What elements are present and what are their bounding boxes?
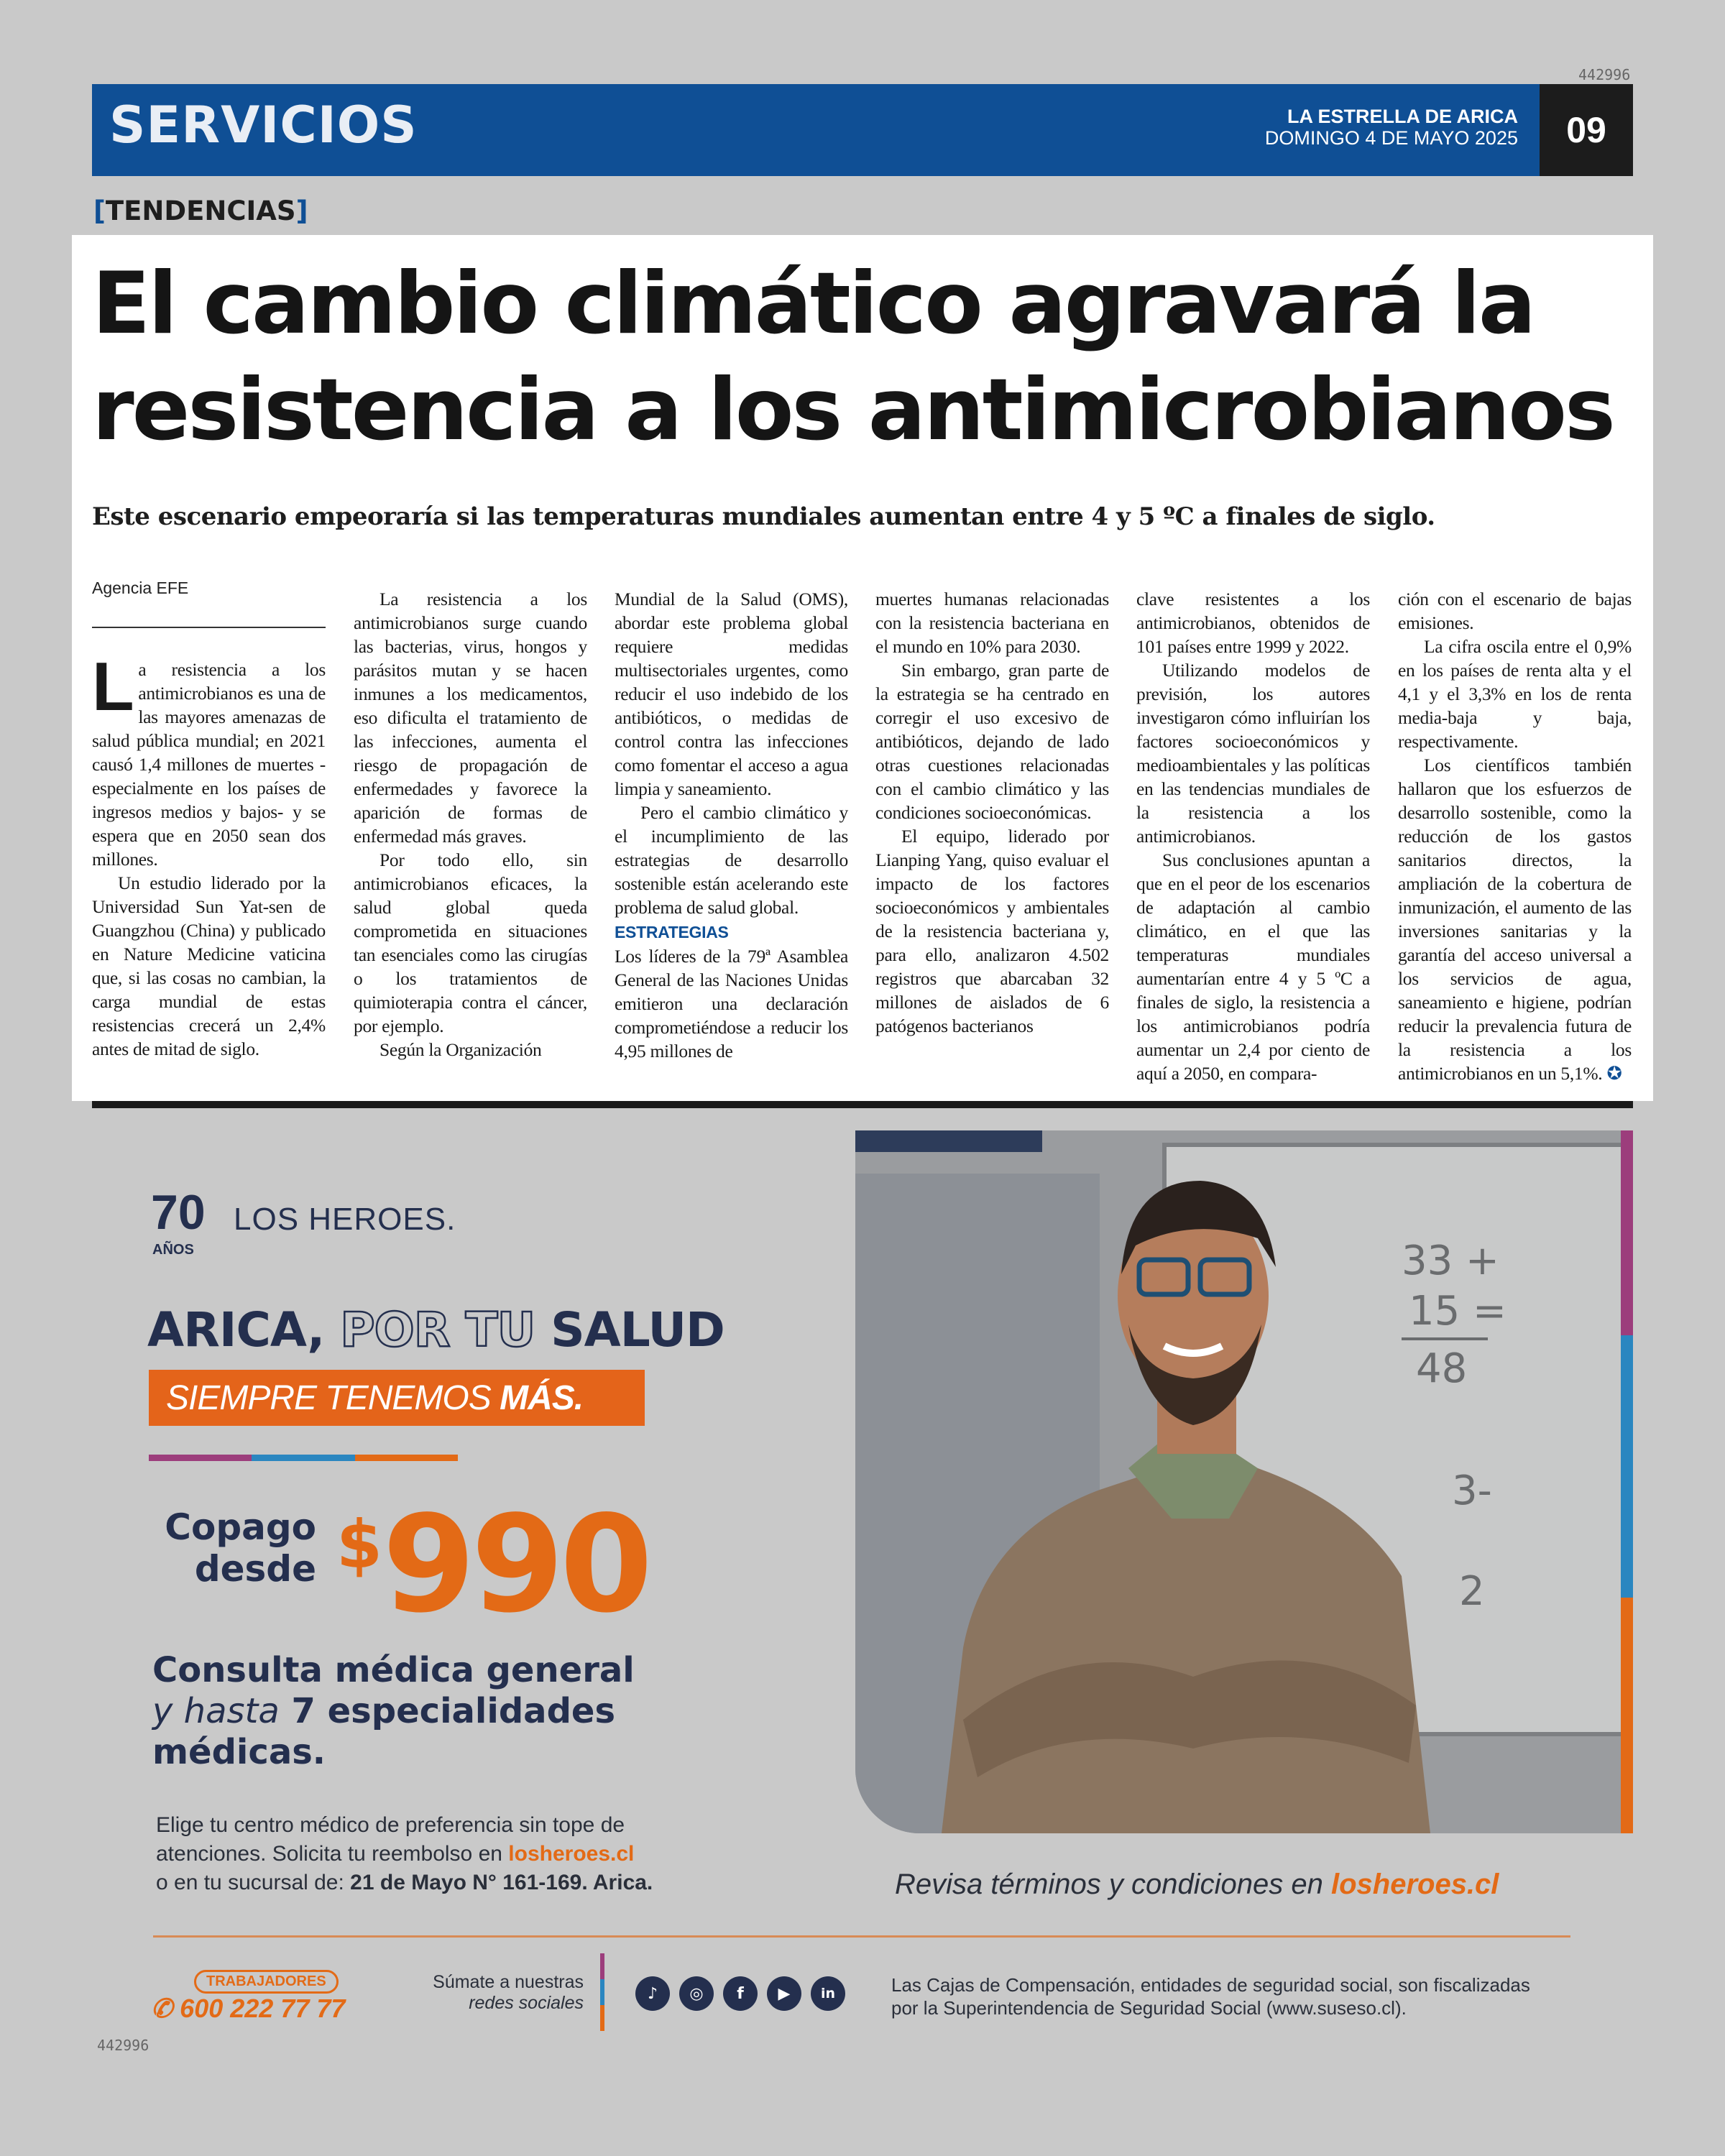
redes-line-1: Súmate a nuestras xyxy=(433,1972,584,1992)
article-deck: Este escenario empeoraría si las temperaturas mundiales aumentan entre 4 y 5 ºC a finales de siglo. xyxy=(92,502,1435,531)
subheading: ESTRATEGIAS xyxy=(615,923,729,941)
end-mark-icon: ✪ xyxy=(1606,1063,1622,1084)
slogan-emphasis: MÁS. xyxy=(500,1378,584,1417)
drop-cap: L xyxy=(92,648,134,725)
article xyxy=(72,235,1653,1101)
headline-line-1: El cambio climático agravará la xyxy=(92,254,1535,354)
paragraph: Sus conclusiones apuntan a que en el peor de los escenarios de adaptación al cambio climático, en el que las temperaturas mundiales aumentarían entre 4 y 5 ºC a finales de siglo, la resistencia a los antimicrobianos podría aumentar un 2,4 por ciento de aquí a 2050, en compara- xyxy=(1136,849,1370,1084)
svg-text:48: 48 xyxy=(1416,1345,1468,1392)
price-currency: $ xyxy=(336,1506,383,1583)
paragraph: muertes humanas relacionadas con la resistencia bacteriana en el mundo en 10% para 2030. xyxy=(875,589,1109,657)
svg-text:3-: 3- xyxy=(1452,1468,1492,1514)
terms-link[interactable]: losheroes.cl xyxy=(1330,1869,1499,1900)
fisc-line-1: Las Cajas de Compensación, entidades de seguridad social, son fiscalizadas xyxy=(891,1974,1530,1996)
svg-text:15 =: 15 = xyxy=(1409,1288,1506,1335)
ad-photo xyxy=(855,1130,1632,1833)
social-separator xyxy=(600,1953,604,2031)
paragraph: La resistencia a los antimicrobianos surge cuando las bacterias, virus, hongos y parásitos mutan y se hacen inmunes a los medicamentos, eso dificulta el tratamiento de las infecciones, aumenta el riesgo de propagación de enfermedades y favorece la aparición de formas de enfermedad más graves. xyxy=(354,589,587,847)
copago-label xyxy=(155,1506,316,1590)
phone-icon: ✆ xyxy=(151,1994,180,2023)
paragraph: Los científicos también hallaron que los esfuerzos de desarrollo sostenible, como la reducción de los gastos sanitarios directos, la ampliación de la cobertura de inmunización, el aumento de las inversiones sanitarias y la garantía del acceso universal a los servicios de agua, saneamiento e higiene, podrían reducir la prevalencia futura de la resistencia a los antimicrobianos en un 5,1%. xyxy=(1398,755,1632,1084)
desc-line-1: Consulta médica general xyxy=(152,1650,635,1690)
article-column-3 xyxy=(615,587,848,1063)
workers-badge: TRABAJADORES xyxy=(194,1970,339,1994)
brand-logo-mark xyxy=(151,1184,206,1240)
paragraph: El equipo, liderado por Lianping Yang, quiso evaluar el impacto de los factores socioeconómicos y ambientales de la resistencia bacteriana y, para ello, analizaron 4.502 registros que abarcaban 32 millones de aislados de 6 patógenos bacterianos xyxy=(875,826,1109,1036)
facebook-icon[interactable]: f xyxy=(723,1976,758,2011)
redes-line-2: redes sociales xyxy=(469,1993,584,2013)
article-headline xyxy=(92,251,1659,464)
article-bottom-rule xyxy=(92,1101,1633,1108)
price-value: 990 xyxy=(382,1486,649,1642)
desc-line-2b: 7 especialidades xyxy=(291,1691,616,1731)
paragraph: Los líderes de la 79ª Asamblea General de las Naciones Unidas emitieron una declaración comprometiéndose a reducir los 4,95 millones de xyxy=(615,946,848,1061)
ad-fine-print xyxy=(156,1811,653,1897)
logo-years: AÑOS xyxy=(152,1242,194,1258)
paper-info xyxy=(1265,106,1518,149)
tiktok-icon[interactable]: ♪ xyxy=(635,1976,670,2011)
headline-outline: POR TU xyxy=(340,1302,535,1358)
article-column-5 xyxy=(1136,587,1370,1085)
copago-line-2: desde xyxy=(194,1548,316,1590)
ad-color-bars xyxy=(149,1455,458,1461)
phone-number[interactable] xyxy=(151,1994,345,2024)
small-line-3: o en tu sucursal de: xyxy=(156,1871,344,1894)
ad-divider xyxy=(153,1935,1570,1938)
instagram-icon[interactable]: ◎ xyxy=(679,1976,714,2011)
social-invite xyxy=(402,1972,584,2014)
article-column-2 xyxy=(354,587,587,1061)
brand-name: LOS HEROES. xyxy=(234,1202,456,1237)
paragraph: La cifra oscila entre el 0,9% en los países de renta alta y el 4,1 y el 3,3% en los de renta media-baja y baja, respectivamente. xyxy=(1398,636,1632,752)
paragraph: Un estudio liderado por la Universidad Sun Yat-sen de Guangzhou (China) y publicado en Nature Medicine vaticina que, si las cosas no cambian, la carga mundial de estas resistencias crecerá un 2,4% antes de mitad de siglo. xyxy=(92,872,326,1059)
phone-text: 600 222 77 77 xyxy=(180,1994,346,2023)
paragraph: Sin embargo, gran parte de la estrategia se ha centrado en corregir el uso excesivo de antibióticos, dejando de lado otras cuestiones relacionadas con el cambio climático y las condiciones socioeconómicas. xyxy=(875,660,1109,823)
byline-rule xyxy=(92,627,326,628)
section-title: SERVICIOS xyxy=(109,96,418,155)
regulatory-note xyxy=(891,1973,1530,2019)
slogan-text: SIEMPRE TENEMOS xyxy=(166,1378,491,1417)
headline-line-2: resistencia a los antimicrobianos xyxy=(92,361,1614,460)
ad-description xyxy=(152,1650,635,1773)
website-link[interactable]: losheroes.cl xyxy=(508,1842,635,1866)
paragraph: clave resistentes a los antimicrobianos, obtenidos de 101 países entre 1999 y 2022. xyxy=(1136,589,1370,657)
linkedin-icon[interactable]: in xyxy=(811,1976,845,2011)
ad-terms xyxy=(895,1869,1499,1901)
headline-city: ARICA, xyxy=(147,1302,325,1358)
small-line-2: atenciones. Solicita tu reembolso en xyxy=(156,1842,502,1866)
ad-headline xyxy=(147,1302,724,1358)
desc-line-3: médicas. xyxy=(152,1732,326,1772)
paper-date: DOMINGO 4 DE MAYO 2025 xyxy=(1264,127,1518,149)
paragraph: Pero el cambio climático y el incumplimiento de las estrategias de desarrollo sostenible están acelerando este problema de salud global. xyxy=(615,802,848,918)
paragraph: Utilizando modelos de previsión, los autores investigaron cómo influirían los factores socioeconómicos y medioambientales y las políticas en las tendencias mundiales de la resistencia a los antimicrobianos. xyxy=(1136,660,1370,847)
article-column-4 xyxy=(875,587,1109,1038)
ad-slogan-band xyxy=(149,1370,645,1426)
section-header xyxy=(92,84,1633,176)
terms-text: Revisa términos y condiciones en xyxy=(895,1869,1323,1900)
ad-color-stripe xyxy=(1621,1130,1633,1833)
headline-health: SALUD xyxy=(551,1302,724,1358)
youtube-icon[interactable]: ▶ xyxy=(767,1976,801,2011)
paragraph: Mundial de la Salud (OMS), abordar este problema global requiere medidas multisectoriales urgentes, como reducir el uso indebido de los antibióticos, o medidas de control contra las infecciones como fomentar el acceso a agua limpia y saneamiento. xyxy=(615,589,848,799)
article-kicker: [TENDENCIAS] xyxy=(93,195,308,226)
fisc-line-2: por la Superintendencia de Seguridad Social (www.suseso.cl). xyxy=(891,1997,1407,2019)
article-column-6 xyxy=(1398,587,1632,1085)
page-code-top: 442996 xyxy=(1578,66,1631,83)
paragraph: Por todo ello, sin antimicrobianos eficaces, la salud global queda comprometida en situaciones tan esenciales como las cirugías o los tratamientos de quimioterapia contra el cáncer, por ejemplo. xyxy=(354,849,587,1036)
article-column-1 xyxy=(92,648,326,1061)
photo-illustration xyxy=(855,1130,1632,1833)
paragraph: a resistencia a los antimicrobianos es una de las mayores amenazas de salud pública mundial; en 2021 causó 1,4 millones de muertes -especialmente en los países de ingresos medios y bajos- y se espera que en 2050 sean dos millones. xyxy=(92,659,326,870)
copago-line-1: Copago xyxy=(165,1506,316,1548)
desc-line-2a: y hasta xyxy=(152,1691,280,1731)
svg-text:2: 2 xyxy=(1459,1568,1485,1615)
paragraph: Según la Organización xyxy=(380,1039,542,1060)
paragraph: ción con el escenario de bajas emisiones. xyxy=(1398,589,1632,633)
branch-address: 21 de Mayo N° 161-169. Arica. xyxy=(350,1871,653,1894)
page-code-bottom: 442996 xyxy=(97,2037,150,2054)
kicker-label: TENDENCIAS xyxy=(105,195,296,226)
article-byline: Agencia EFE xyxy=(92,579,189,597)
paper-name: LA ESTRELLA DE ARICA xyxy=(1287,106,1518,127)
small-line-1: Elige tu centro médico de preferencia sin tope de xyxy=(156,1813,625,1837)
logo-number: 70 xyxy=(151,1185,206,1240)
ad-price xyxy=(336,1486,648,1642)
page-number: 09 xyxy=(1540,84,1633,176)
svg-text:33 +: 33 + xyxy=(1402,1238,1499,1284)
